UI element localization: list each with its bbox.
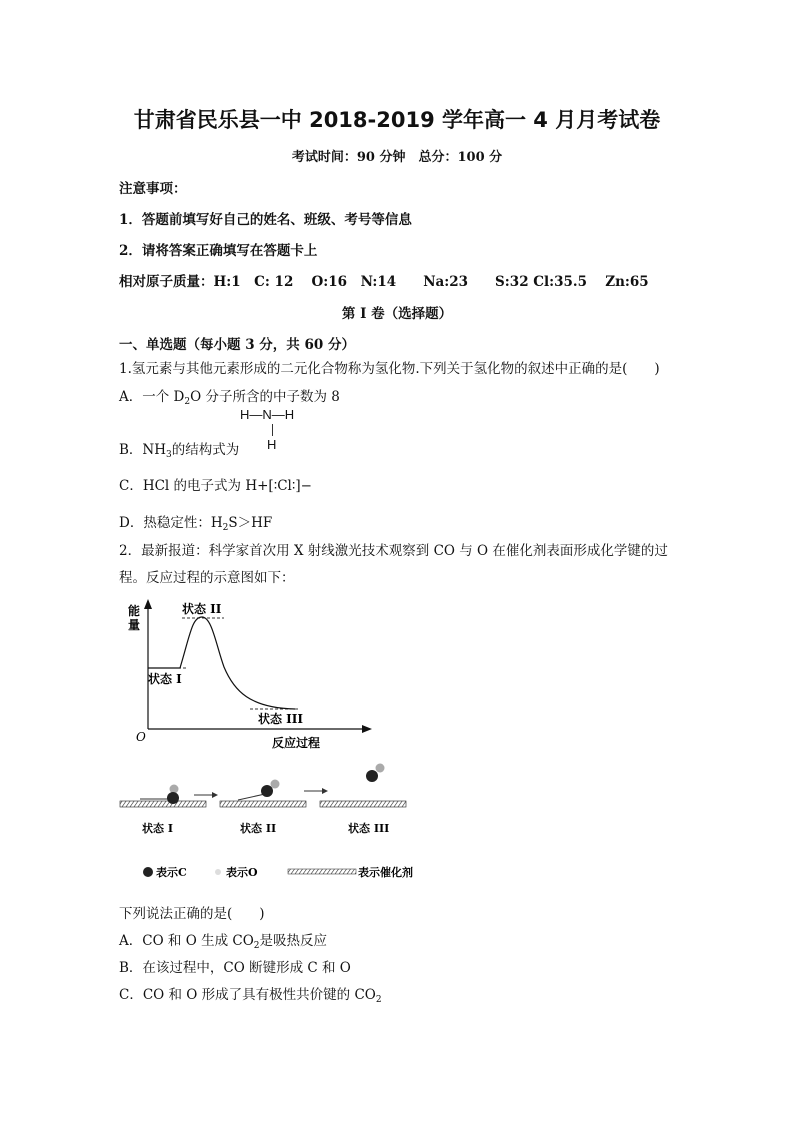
arrow-1-head [212, 792, 218, 798]
catalyst-surface-3 [320, 801, 406, 807]
q1-stem: 1.氢元素与其他元素形成的二元化合物称为氢化物.下列关于氢化物的叙述中正确的是( ) [119, 361, 660, 377]
stage2-bond-line [238, 794, 265, 800]
exam-subtitle: 考试时间：90 分钟 总分：100 分 [291, 150, 503, 165]
q2-option-c: C．CO 和 O 形成了具有极性共价键的 $CO_2$ [119, 987, 382, 1005]
notes-heading: 注意事项： [119, 181, 187, 197]
state2-label: 状态 II [182, 602, 222, 616]
stage1-label: 状态 I [142, 822, 173, 835]
arrow-2-head [322, 788, 328, 794]
origin-label: O [136, 730, 146, 744]
stage2-oxygen-atom [271, 780, 280, 789]
legend-catalyst-label: 表示催化剂 [358, 866, 413, 879]
stage2-carbon-atom [261, 785, 273, 797]
stage3-carbon-atom [366, 770, 378, 782]
q2-ask: 下列说法正确的是( ) [119, 906, 265, 922]
q2-option-b: B．在该过程中，CO 断键形成 C 和 O [119, 960, 351, 976]
section-part: 一、单选题（每小题 3 分，共 60 分） [119, 337, 355, 353]
q2-stem-line2: 程。反应过程的示意图如下： [119, 570, 295, 586]
q2-stem-line1: 2．最新报道：科学家首次用 X 射线激光技术观察到 CO 与 O 在催化剂表面形成化学键的过 [119, 543, 668, 559]
stage1-carbon-atom [167, 792, 179, 804]
nh3-structure-bottom: H [267, 437, 277, 452]
stage3-oxygen-atom [376, 764, 385, 773]
catalyst-surface-2 [220, 801, 306, 807]
nh3-structure-top: H—N—H [240, 407, 295, 422]
legend-carbon-label: 表示C [156, 866, 187, 879]
legend-carbon-marker [143, 867, 153, 877]
legend-oxygen-label: 表示O [226, 866, 258, 879]
legend-catalyst-marker [288, 869, 356, 874]
x-axis-arrow [362, 725, 372, 733]
q1-option-c: C．HCl 的电子式为 H+[∶Cl∶]− [119, 478, 312, 494]
atomic-mass-line: 相对原子质量：H:1 C: 12 O:16 N:14 Na:23 S:32 Cl:35.5 Zn:65 [119, 274, 649, 290]
catalyst-surface-1 [120, 801, 206, 807]
energy-curve [148, 617, 295, 709]
notes-item-2: 2．请将答案正确填写在答题卡上 [119, 243, 318, 259]
reaction-diagram [110, 595, 430, 885]
stage3-label: 状态 III [348, 822, 390, 835]
y-axis-arrow [144, 599, 152, 609]
legend-oxygen-marker [215, 869, 221, 875]
q1-option-d: D．热稳定性：$H_2S>HF$ [119, 515, 273, 533]
exam-title: 甘肃省民乐县一中 2018-2019 学年高一 4 月月考试卷 [133, 108, 661, 132]
q1-option-a: A．一个 $D_2O$ 分子所含的中子数为 8 [119, 389, 340, 407]
nh3-bond-line [272, 424, 273, 436]
y-axis-label-1: 能 [128, 604, 141, 618]
notes-item-1: 1．答题前填写好自己的姓名、班级、考号等信息 [119, 212, 412, 228]
x-axis-label: 反应过程 [272, 736, 321, 750]
section-title: 第 I 卷（选择题） [341, 306, 453, 322]
y-axis-label-2: 量 [128, 618, 141, 632]
q2-option-a: A．CO 和 O 生成 $CO_2$是吸热反应 [119, 933, 328, 951]
state3-label: 状态 III [258, 712, 304, 726]
state1-label: 状态 I [148, 672, 182, 686]
q1-option-b: B．$NH_3$的结构式为 [119, 442, 240, 460]
stage2-label: 状态 II [240, 822, 277, 835]
